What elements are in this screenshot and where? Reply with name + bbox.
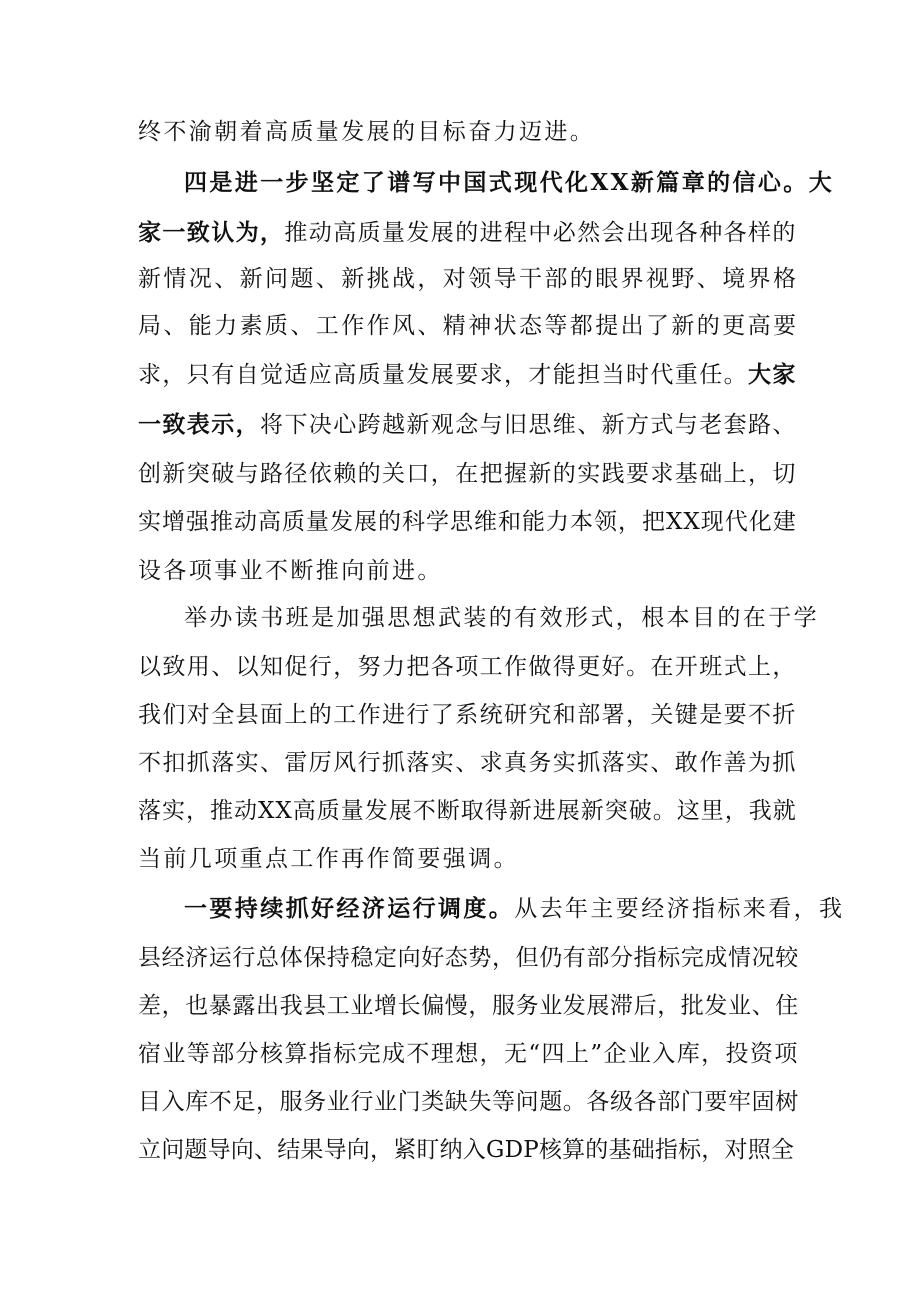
text-run: 将下决心跨越新观念与旧思维、新方式与老套路、 (260, 412, 797, 438)
bold-heading-run: 四是进一步坚定了谱写中国式现代化XX新篇章的信心。大 (184, 169, 835, 196)
paragraph-line (138, 791, 798, 831)
text-run: 创新突破与路径依赖的关口，在把握新的实践要求基础上，切 (138, 461, 797, 487)
paragraph-line (138, 938, 798, 978)
paragraph-line (138, 405, 798, 445)
bold-heading-run: 家一致认为， (138, 219, 285, 246)
paragraph-line (184, 889, 844, 929)
paragraph-line (138, 1034, 798, 1074)
paragraph-line (138, 1130, 798, 1170)
paragraph-line (138, 1082, 798, 1122)
paragraph-line (138, 306, 798, 346)
text-run: 推动高质量发展的进程中必然会出现各种各样的 (284, 220, 797, 246)
bold-heading-run: 大家 (748, 361, 797, 388)
text-run: 举办读书班是加强思想武装的有效形式，根本目的在于学 (184, 605, 819, 631)
text-run: 局、能力素质、工作作风、精神状态等都提出了新的更高要 (138, 313, 799, 339)
paragraph-line (138, 259, 798, 299)
paragraph-line (184, 598, 844, 638)
bold-heading-run: 一致表示， (138, 411, 260, 438)
paragraph-line (138, 647, 798, 687)
paragraph-line (138, 213, 798, 253)
text-run: 当前几项重点工作再作简要强调。 (138, 846, 519, 872)
paragraph-line (138, 454, 798, 494)
text-run: 新情况、新问题、新挑战，对领导干部的眼界视野、境界格 (138, 266, 799, 292)
text-run: 终不渝朝着高质量发展的目标奋力迈进。 (138, 119, 596, 145)
paragraph-line (138, 502, 798, 542)
text-run: 我们对全县面上的工作进行了系统研究和部署，关键是要不折 (138, 702, 797, 728)
paragraph-line (138, 551, 798, 591)
text-run: 求，只有自觉适应高质量发展要求，才能担当时代重任。 (138, 362, 748, 388)
paragraph-line (138, 743, 798, 783)
paragraph-line (138, 355, 798, 395)
text-run: 设各项事业不断推向前进。 (138, 558, 443, 584)
text-run: 不扣抓落实、雷厉风行抓落实、求真务实抓落实、敢作善为抓 (138, 750, 797, 776)
text-run: 县经济运行总体保持稳定向好态势，但仍有部分指标完成情况较 (138, 945, 799, 971)
paragraph-line (138, 112, 798, 152)
text-run: 立问题导向、结果导向，紧盯纳入GDP核算的基础指标，对照全 (138, 1137, 795, 1163)
text-run: 落实，推动XX高质量发展不断取得新进展新突破。这里，我就 (138, 798, 797, 824)
text-run: 实增强推动高质量发展的科学思维和能力本领，把XX现代化建 (138, 509, 797, 535)
paragraph-line (138, 695, 798, 735)
paragraph-line (138, 986, 798, 1026)
text-run: 差，也暴露出我县工业增长偏慢，服务业发展滞后，批发业、住 (138, 993, 799, 1019)
text-run: 目入库不足，服务业行业门类缺失等问题。各级各部门要牢固树 (138, 1089, 799, 1115)
text-run: 以致用、以知促行，努力把各项工作做得更好。在开班式上， (138, 654, 797, 680)
paragraph-line (184, 163, 844, 203)
text-run: 从去年主要经济指标来看，我 (514, 896, 845, 922)
bold-heading-run: 一要持续抓好经济运行调度。 (184, 895, 515, 922)
paragraph-line (138, 839, 798, 879)
text-run: 宿业等部分核算指标完成不理想，无“四上”企业入库，投资项 (138, 1041, 799, 1067)
